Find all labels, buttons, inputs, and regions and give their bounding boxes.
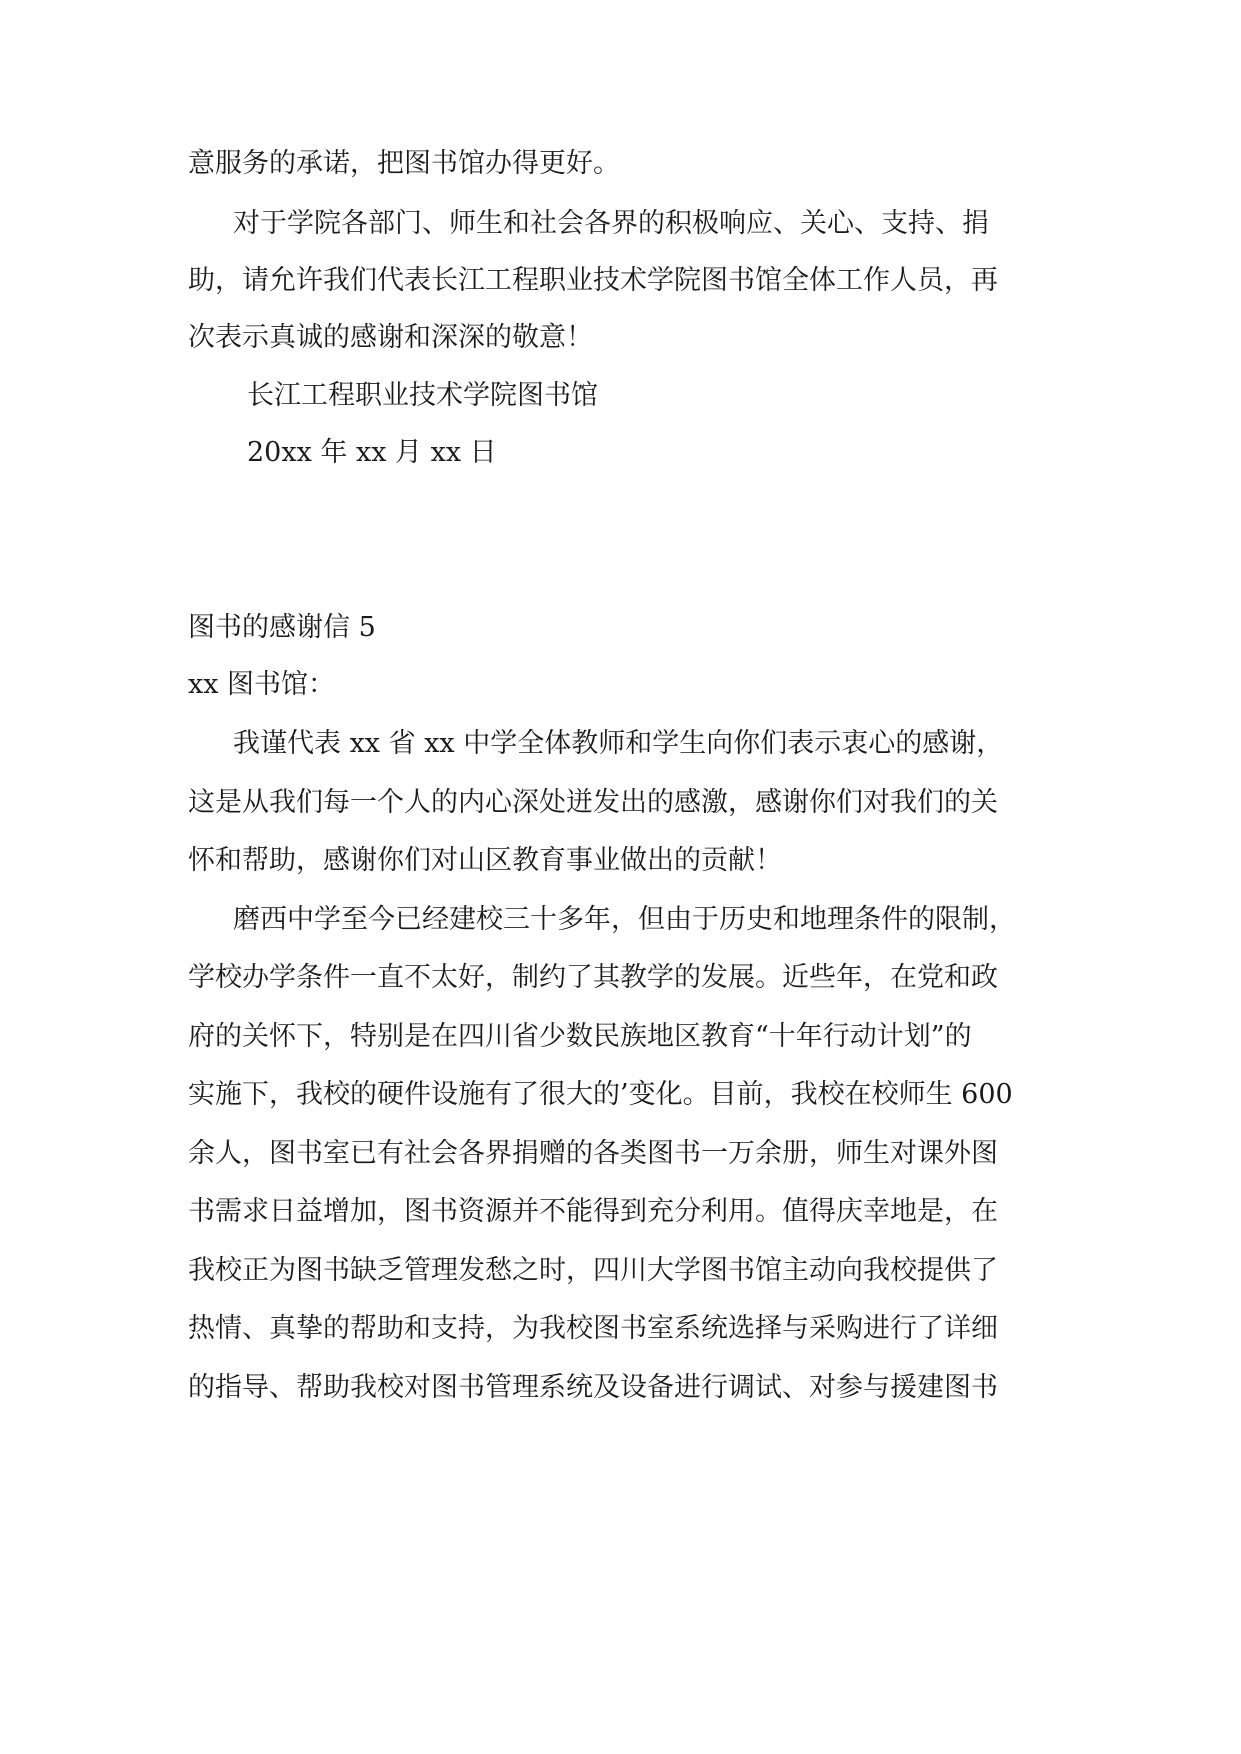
paragraph-line: 磨西中学至今已经建校三十多年，但由于历史和地理条件的限制， (233, 904, 1016, 935)
paragraph-line: 助，请允许我们代表长江工程职业技术学院图书馆全体工作人员，再 (188, 265, 998, 296)
paragraph-line: 府的关怀下，特别是在四川省少数民族地区教育“十年行动计划”的 (188, 1021, 972, 1052)
paragraph-line: 学校办学条件一直不太好，制约了其教学的发展。近些年，在党和政 (188, 962, 998, 993)
signature: 长江工程职业技术学院图书馆 (247, 380, 598, 411)
paragraph-line: 意服务的承诺，把图书馆办得更好。 (188, 148, 620, 179)
paragraph-line: 怀和帮助，感谢你们对山区教育事业做出的贡献！ (188, 845, 782, 876)
paragraph-line: 对于学院各部门、师生和社会各界的积极响应、关心、支持、捐 (233, 208, 989, 239)
paragraph-line: 热情、真挚的帮助和支持，为我校图书室系统选择与采购进行了详细 (188, 1313, 998, 1344)
paragraph-line: 我校正为图书缺乏管理发愁之时，四川大学图书馆主动向我校提供了 (188, 1255, 998, 1286)
salutation: xx 图书馆： (188, 669, 336, 700)
paragraph-line: 实施下，我校的硬件设施有了很大的’变化。目前，我校在校师生 600 (188, 1079, 1013, 1110)
paragraph-line: 书需求日益增加，图书资源并不能得到充分利用。值得庆幸地是，在 (188, 1196, 998, 1227)
paragraph-line: 余人，图书室已有社会各界捐赠的各类图书一万余册，师生对课外图 (188, 1138, 998, 1169)
paragraph-line: 这是从我们每一个人的内心深处迸发出的感激，感谢你们对我们的关 (188, 787, 998, 818)
paragraph-line: 的指导、帮助我校对图书管理系统及设备进行调试、对参与援建图书 (188, 1372, 998, 1403)
letter-title: 图书的感谢信 5 (188, 612, 376, 643)
date: 20xx 年 xx 月 xx 日 (247, 437, 497, 468)
paragraph-line: 次表示真诚的感谢和深深的敬意！ (188, 322, 593, 353)
paragraph-line: 我谨代表 xx 省 xx 中学全体教师和学生向你们表示衷心的感谢， (233, 728, 1004, 759)
